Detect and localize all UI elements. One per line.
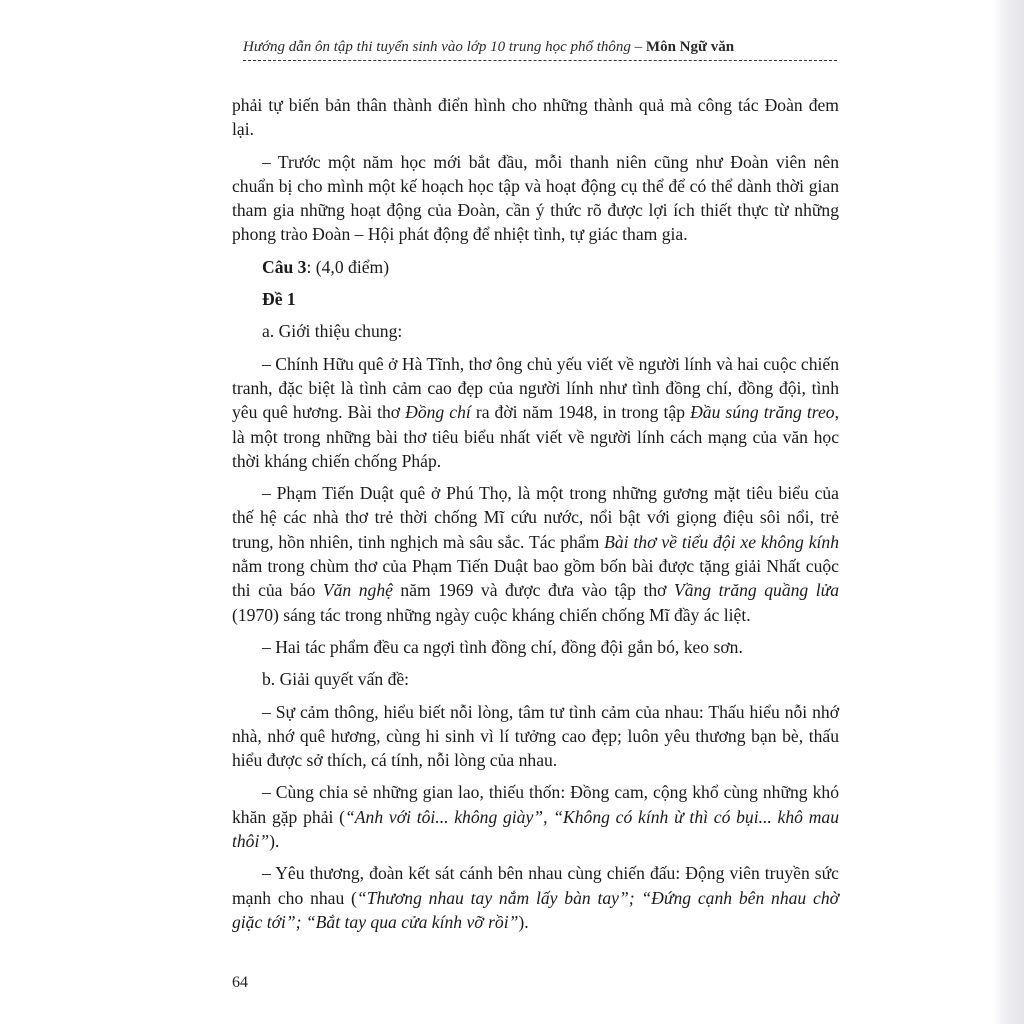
page-edge-shadow [874, 0, 1024, 1024]
paragraph-summary: – Hai tác phẩm đều ca ngợi tình đồng chí, đồng đội gắn bó, keo sơn. [262, 636, 743, 657]
work-title: Vầng trăng quầng lửa [673, 580, 839, 601]
text-run: ra đời năm 1948, in trong tập [470, 402, 691, 423]
poem-quote: “Thương nhau tay nắm lấy bàn tay”; “Đứng cạnh bên nhau chờ giặc tới”; “Bắt tay qua cửa kính vỡ rồi” [232, 887, 840, 932]
paragraph-hardship [232, 780, 839, 853]
text-run: nằm trong chùm thơ của Phạm Tiến Duật bao gồm bốn bài được tặng giải Nhất cuộc thi của báo [232, 556, 839, 601]
paragraph-2: – Trước một năm học mới bắt đầu, mỗi thanh niên cũng như Đoàn viên nên chuẩn bị cho mình một kế hoạch học tập và hoạt động cụ thể để có thể dành thời gian tham gia những hoạt động của Đoàn, cần ý thức rõ được lợi ích thiết thực từ những phong trào Đoàn – Hội phát động để nhiệt tình, tự giác tham gia. [232, 151, 839, 245]
question-score: : (4,0 điểm) [306, 256, 390, 277]
text-run: – Chính Hữu quê ở Hà Tĩnh, thơ ông chủ yếu viết về người lính và hai cuộc chiến tranh, đặc biệt là tình cảm cao đẹp của người lính như tình đồng chí, đồng đội, tình yêu quê hương. Bài thơ [232, 353, 839, 423]
page-body [232, 93, 839, 942]
paragraph-solidarity [232, 861, 839, 934]
question-label: Câu 3 [262, 256, 307, 277]
text-run: ). [269, 831, 280, 852]
running-header [243, 36, 835, 58]
work-title: Bài thơ về tiểu đội xe không kính [604, 531, 839, 552]
work-title: Đầu súng trăng treo [690, 402, 835, 423]
section-b-heading: b. Giải quyết vấn đề: [262, 669, 410, 690]
question-3-heading [232, 255, 839, 279]
paragraph-chinh-huu [232, 352, 839, 473]
de-1-heading: Đề 1 [262, 289, 296, 310]
work-title: Văn nghệ [322, 580, 393, 601]
paragraph-1: phải tự biến bản thân thành điển hình cho những thành quả mà công tác Đoàn đem lại. [232, 95, 839, 140]
paragraph-empathy: – Sự cảm thông, hiểu biết nỗi lòng, tâm tư tình cảm của nhau: Thấu hiểu nỗi nhớ nhà, nhớ quê hương, cùng hi sinh vì lí tưởng cao đẹp; luôn yêu thương bạn bè, thấu hiểu được sở thích, cá tính, nỗi lòng của nhau. [232, 701, 839, 771]
text-run: ). [518, 911, 529, 932]
section-a-heading: a. Giới thiệu chung: [262, 321, 403, 342]
work-title: Đồng chí [405, 402, 471, 423]
text-run: , là một trong những bài thơ tiêu biểu nhất viết về người lính cách mạng của văn học thời kháng chiến chống Pháp. [232, 402, 839, 471]
header-dashed-rule [243, 60, 837, 61]
text-run: – Yêu thương, đoàn kết sát cánh bên nhau cùng chiến đấu: Động viên truyền sức mạnh cho nhau ( [232, 863, 839, 908]
text-run: – Cùng chia sẻ những gian lao, thiếu thốn: Đồng cam, cộng khổ cùng những khó khăn gặp phải ( [232, 782, 839, 827]
header-title: Hướng dẫn ôn tập thi tuyển sinh vào lớp 10 trung học phổ thông – [243, 39, 646, 55]
paragraph-pham-tien-duat [232, 481, 839, 627]
text-run: – Phạm Tiến Duật quê ở Phú Thọ, là một trong những gương mặt tiêu biểu của thế hệ các nhà thơ trẻ thời chống Mĩ cứu nước, nổi bật với giọng điệu sôi nổi, trẻ trung, hồn nhiên, tinh nghịch mà sâu sắc. Tác phẩm [232, 483, 839, 552]
text-run: năm 1969 và được đưa vào tập thơ [392, 580, 674, 601]
poem-quote: “Anh với tôi... không giày”, “Không có kính ừ thì có bụi... khô mau thôi” [232, 806, 839, 852]
header-subject: Môn Ngữ văn [645, 39, 735, 55]
text-run: (1970) sáng tác trong những ngày cuộc kháng chiến chống Mĩ đầy ác liệt. [232, 604, 751, 625]
page-number: 64 [232, 974, 248, 991]
